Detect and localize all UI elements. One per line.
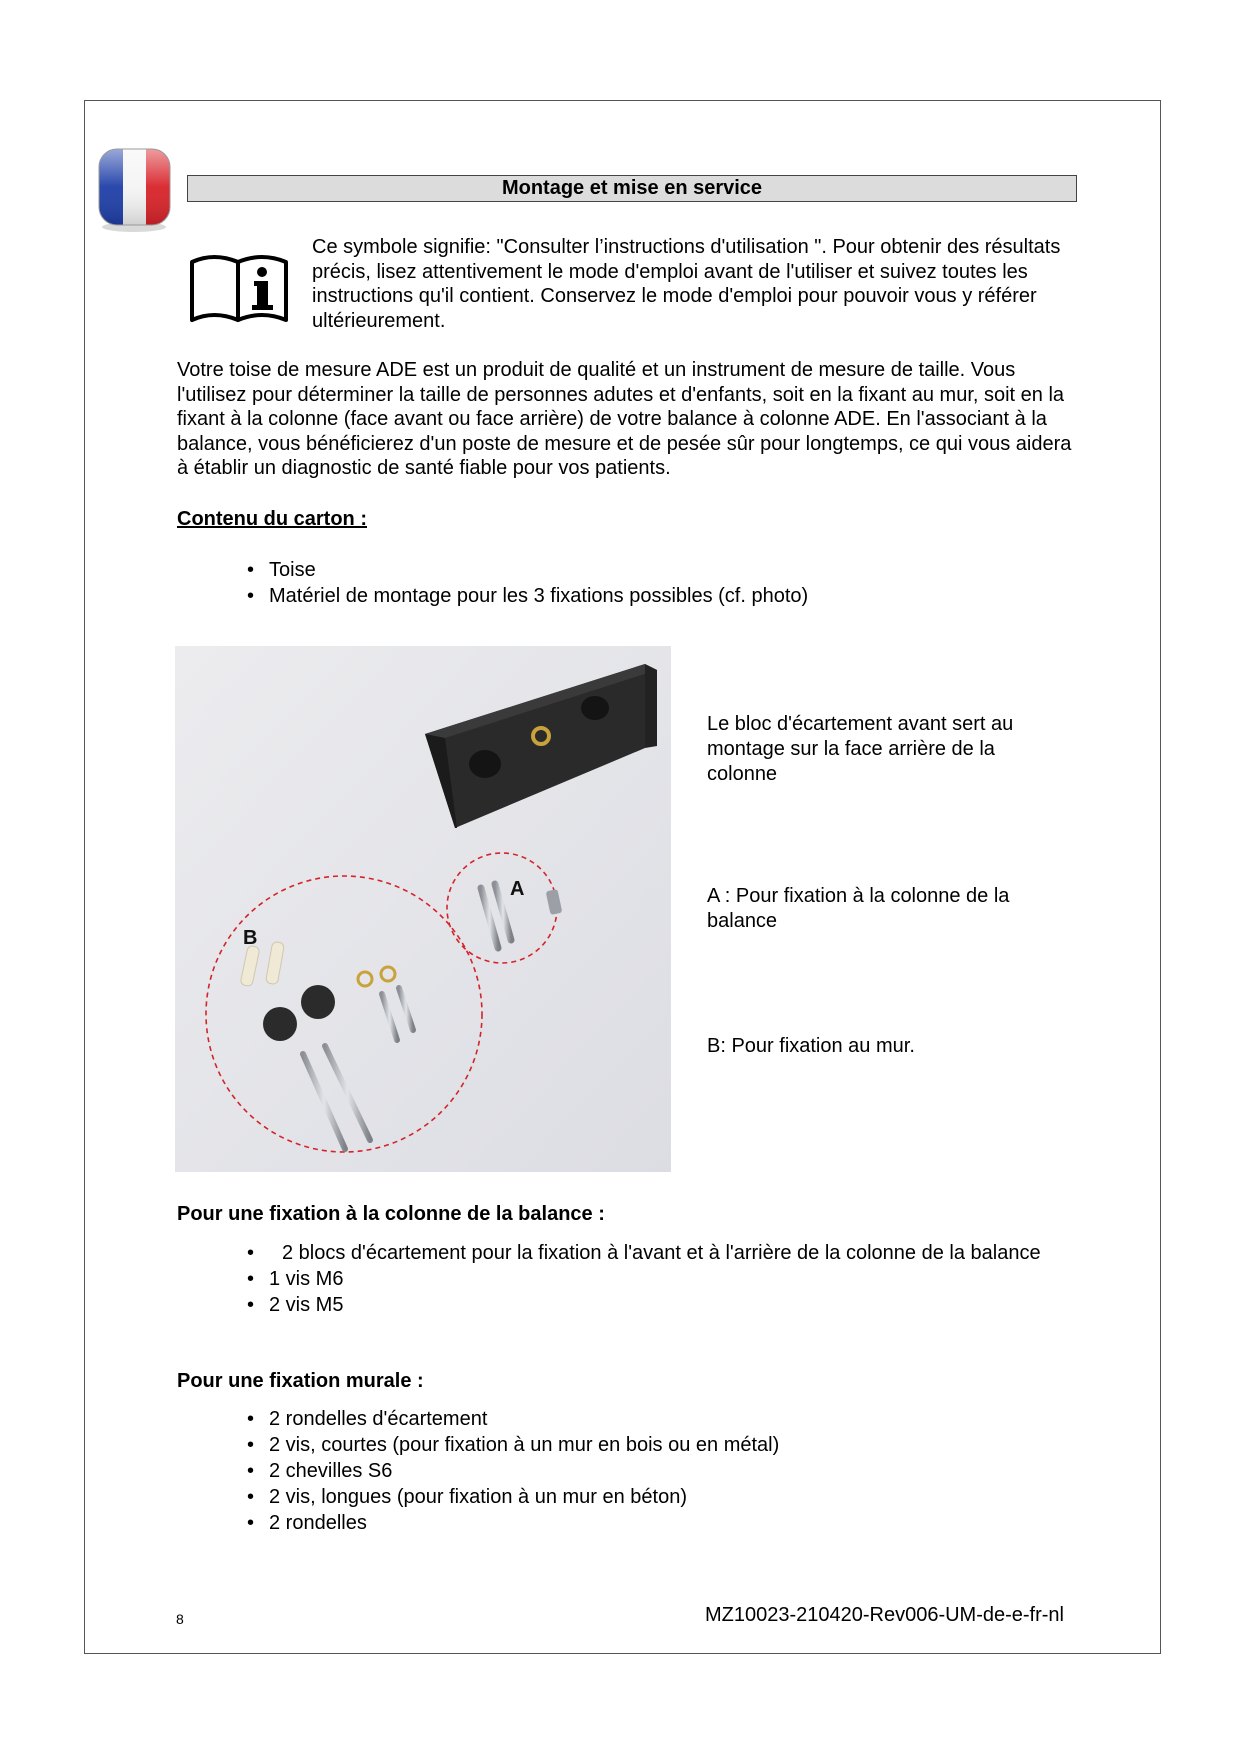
column-fixation-list xyxy=(247,1241,1067,1318)
list-item: • 2 vis M5 xyxy=(247,1292,1067,1318)
product-description: Votre toise de mesure ADE est un produit de qualité et un instrument de mesure de taille. Vous l'utilisez pour déterminer la taille de personnes adutes et d'enfants, soit en la fixant au mur, soit en la fixant à la colonne (face avant ou face arrière) de votre balance à colonne ADE. En l'associant à la balance, vous bénéficierez d'un poste de mesure et de pesée sûr pour longtemps, ce qui vous aidera à établir un diagnostic de santé fiable pour vos patients. xyxy=(177,359,1072,479)
caption-block: Le bloc d'écartement avant sert au montage sur la face arrière de la colonne xyxy=(707,713,1014,785)
list-item: • Matériel de montage pour les 3 fixations possibles (cf. photo) xyxy=(247,583,1067,609)
page-number: 8 xyxy=(176,1611,184,1627)
wall-fixation-list xyxy=(247,1406,1067,1536)
caption-a: A : Pour fixation à la colonne de la balance xyxy=(707,885,1010,932)
intro-text: Ce symbole signifie: "Consulter l’instructions d'utilisation ". Pour obtenir des résultats précis, lisez attentivement le mode d'emploi avant de l'utiliser et suivez toutes les instructions qu'il contient. Conservez le mode d'emploi pour pouvoir vous y référer ultérieurement. xyxy=(312,236,1061,332)
document-code: MZ10023-210420-Rev006-UM-de-e-fr-nl xyxy=(704,1604,1064,1626)
flag-france-icon xyxy=(97,147,172,233)
photo-label-a: A xyxy=(510,878,525,900)
list-item: • 2 blocs d'écartement pour la fixation à l'avant et à l'arrière de la colonne de la balance xyxy=(247,1241,1067,1266)
caption-b: B: Pour fixation au mur. xyxy=(707,1035,915,1057)
list-item: • 2 vis, longues (pour fixation à un mur en béton) xyxy=(247,1484,1067,1510)
photo-label-b: B xyxy=(243,927,258,949)
column-fixation-heading: Pour une fixation à la colonne de la balance : xyxy=(177,1203,605,1225)
section-title: Montage et mise en service xyxy=(187,175,1077,202)
mounting-hardware-photo xyxy=(175,646,671,1172)
list-item: • Toise xyxy=(247,557,1067,583)
contents-list xyxy=(247,557,1067,609)
list-item: • 2 rondelles d'écartement xyxy=(247,1406,1067,1432)
consult-instructions-icon xyxy=(188,250,290,326)
contents-heading: Contenu du carton : xyxy=(177,508,367,530)
list-item: • 2 chevilles S6 xyxy=(247,1458,1067,1484)
wall-fixation-heading: Pour une fixation murale : xyxy=(177,1370,424,1392)
list-item: • 1 vis M6 xyxy=(247,1266,1067,1292)
list-item: • 2 vis, courtes (pour fixation à un mur en bois ou en métal) xyxy=(247,1432,1067,1458)
list-item: • 2 rondelles xyxy=(247,1510,1067,1536)
